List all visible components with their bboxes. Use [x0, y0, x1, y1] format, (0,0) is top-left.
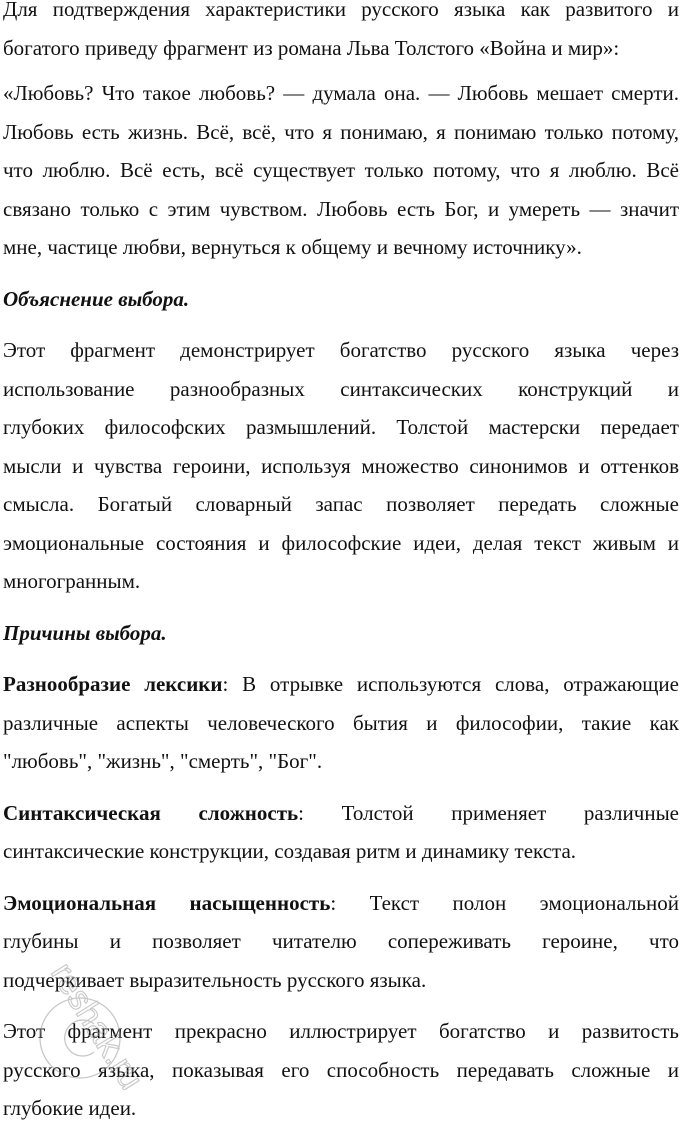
reason-term: Эмоциональная насыщенность: [3, 890, 331, 915]
text-line: Любовь есть жизнь. Всё, всё, что я понимаю, я понимаю только потому,: [3, 119, 679, 144]
text-line: Для подтверждения характеристики русского языка как развитого и: [3, 0, 679, 21]
text-line: связано только с этим чувством. Любовь есть Бог, и умереть — значит: [3, 196, 679, 221]
reason-term: Синтаксическая сложность: [3, 800, 299, 825]
text-line: [3, 794, 679, 833]
reason-item-emotional-richness: [3, 884, 679, 1000]
explanation-paragraph: [3, 331, 679, 601]
reason-text: : Текст полон эмоциональной: [330, 890, 679, 915]
text-line: глубины и позволяет читателю сопереживать героине, что: [3, 929, 679, 953]
text-line: смысла. Богатый словарный запас позволяет передать сложные: [3, 492, 679, 516]
reasons-heading: [3, 614, 679, 653]
text-line: «Любовь? Что такое любовь? — думала она. — Любовь мешает смерти.: [3, 81, 679, 105]
intro-paragraph: [3, 0, 679, 67]
text-line: богатого приведу фрагмент из романа Льва Толстого «Война и мир»:: [3, 35, 620, 60]
reason-item-syntactic-complexity: [3, 794, 679, 871]
text-line: подчеркивает выразительность русского языка.: [3, 967, 427, 992]
reason-text: : Толстой применяет различные: [298, 800, 679, 825]
heading-text: Объяснение выбора.: [3, 286, 190, 311]
heading-text: Причины выбора.: [3, 620, 167, 645]
text-line: мне, частице любви, вернуться к общему и вечному источнику».: [3, 235, 582, 259]
text-line: глубоких философских размышлений. Толстой мастерски передает: [3, 415, 679, 439]
reason-text: : В отрывке используются слова, отражающие: [222, 672, 679, 696]
text-line: различные аспекты человеческого бытия и философии, такие как: [3, 710, 679, 735]
text-line: использование разнообразных синтаксических конструкций и: [3, 376, 679, 401]
conclusion-paragraph: [3, 1012, 679, 1128]
text-line: русского языка, показывая его способность передавать сложные и: [3, 1057, 679, 1082]
text-line: Этот фрагмент демонстрирует богатство русского языка через: [3, 338, 679, 362]
watermark-text: reshak.ru: [43, 956, 151, 1090]
text-line: что люблю. Всё есть, всё существует только потому, что я люблю. Всё: [3, 158, 679, 182]
text-line: Этот фрагмент прекрасно иллюстрирует богатство и развитость: [3, 1019, 679, 1043]
reason-item-lexical-variety: [3, 665, 679, 781]
text-line: глубокие идеи.: [3, 1096, 137, 1120]
document-page: [3, 0, 679, 1141]
text-line: мысли и чувства героини, используя множество синонимов и оттенков: [3, 453, 679, 478]
text-line: [3, 884, 679, 923]
text-line: эмоциональные состояния и философские идеи, делая текст живым и: [3, 530, 679, 555]
explanation-heading: [3, 280, 679, 319]
quote-paragraph: [3, 74, 679, 267]
text-line: синтаксические конструкции, создавая ритм и динамику текста.: [3, 839, 577, 863]
text-line: "любовь", "жизнь", "смерть", "Бог".: [3, 749, 323, 773]
text-line: многогранным.: [3, 569, 141, 593]
text-line: [3, 665, 679, 704]
reason-term: Разнообразие лексики: [3, 672, 223, 696]
